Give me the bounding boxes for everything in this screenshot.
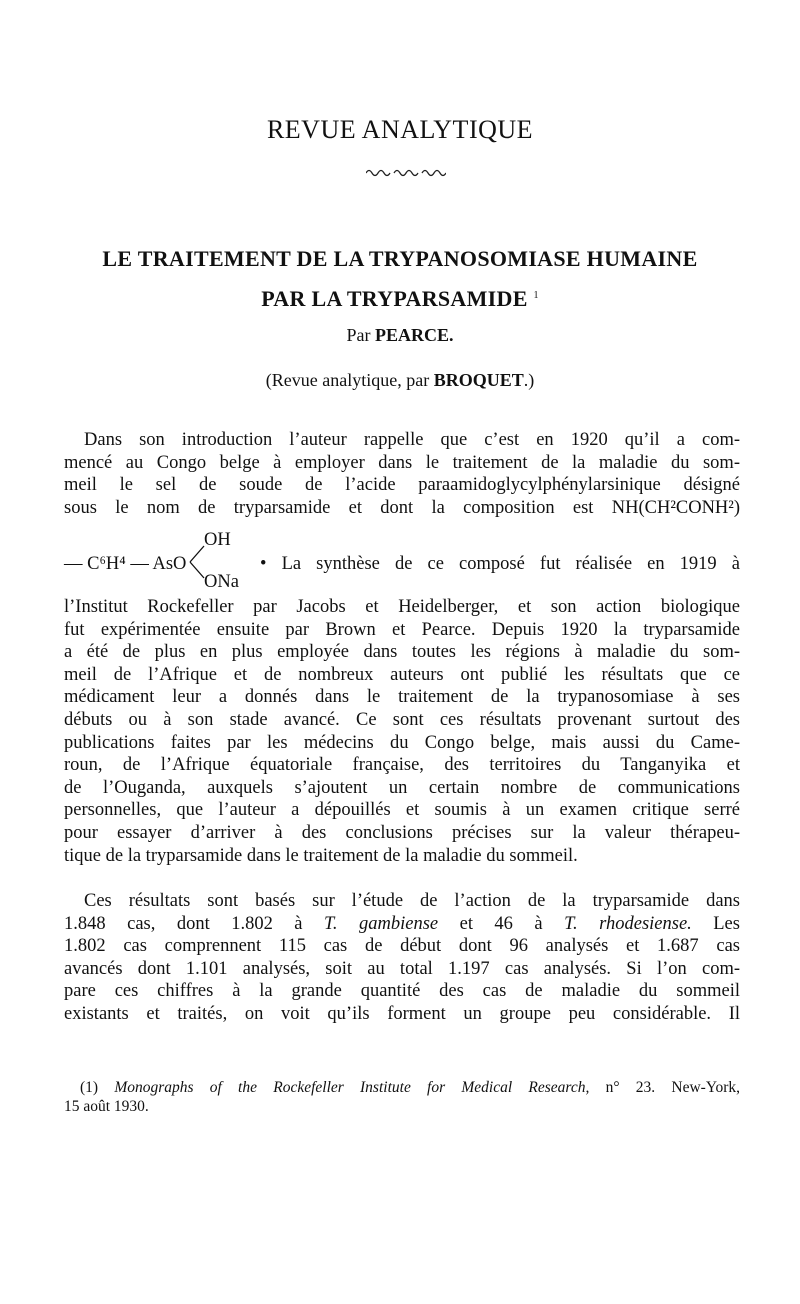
species-name: T. rhodesiense. <box>564 913 692 934</box>
text-run: et 46 à <box>438 913 565 934</box>
paragraph-2-line: médicament leur a donnés dans le traitement de la trypanosomiase à ses <box>64 687 740 708</box>
paragraph-1-line: meil le sel de soude de l’acide paraamidoglycylphénylarsinique désigné <box>64 475 740 496</box>
footnote-source: Monographs of the Rockefeller Institute for Medical Research, <box>114 1079 590 1096</box>
paragraph-2-line: de l’Ouganda, auxquels s’ajoutent un certain nombre de communications <box>64 777 740 798</box>
article-title <box>60 240 740 317</box>
article-title-line-2 <box>60 277 740 317</box>
paragraph-2-line: publications faites par les médecins du Congo belge, mais aussi du Came- <box>64 732 740 753</box>
paragraph-2-line: fut expérimentée ensuite par Brown et Pearce. Depuis 1920 la tryparsamide <box>64 619 740 640</box>
paragraph-2-line: meil de l’Afrique et de nombreux auteurs ont publié les résultats que ce <box>64 664 740 685</box>
footnote-number: (1) <box>80 1079 99 1096</box>
paragraph-3-line: avancés dont 1.101 analysés, soit au total 1.197 cas analysés. Si l’on com- <box>64 958 740 979</box>
paragraph-3-line: pare ces chiffres à la grande quantité des cas de maladie du sommeil <box>64 981 740 1002</box>
footnote-line-2: 15 août 1930. <box>64 1098 149 1115</box>
paragraph-1-line: mencé au Congo belge à employer dans le traitement de la maladie du som- <box>64 452 740 473</box>
paragraph-3 <box>64 890 740 1026</box>
paragraph-3-line: Ces résultats sont basés sur l’étude de l’action de la tryparsamide dans <box>84 891 740 911</box>
footnote <box>64 1078 740 1116</box>
author-prefix: Par <box>346 325 371 345</box>
paragraph-2-line: débuts ou à son stade avancé. Ce sont ces résultats provenant surtout des <box>64 709 740 730</box>
reviewer-name: BROQUET <box>433 370 524 390</box>
article-title-line-2-text: PAR LA TRYPARSAMIDE <box>261 286 528 311</box>
paragraph-1-line: Dans son introduction l’auteur rappelle que c’est en 1920 qu’il a com- <box>84 430 740 450</box>
author-line <box>0 325 800 346</box>
species-name: T. gambiense <box>323 913 439 934</box>
formula-ona: ONa <box>204 572 239 592</box>
paragraph-2-line: pour essayer d’arriver à des conclusions précises sur la valeur thérapeu- <box>64 822 740 843</box>
text-run: 1.848 cas, dont 1.802 à <box>64 913 324 934</box>
paragraph-2-line: roun, de l’Afrique équatoriale française, des territoires du Tanganyika et <box>64 755 740 776</box>
paragraph-2-line: personnelles, que l’auteur a dépouillés et soumis à un examen critique serré <box>64 800 740 821</box>
paragraph-3-line: 1.802 cas comprennent 115 cas de début dont 96 analysés et 1.687 cas <box>64 936 740 957</box>
paragraph-1 <box>64 429 740 519</box>
paragraph-2-line: a été de plus en plus employée dans toutes les régions à maladie du som- <box>64 642 740 663</box>
paragraph-2 <box>64 596 740 867</box>
footnote-marker[interactable]: 1 <box>533 290 539 301</box>
reviewer-prefix: (Revue analytique, par <box>265 370 430 390</box>
paragraph-2-line: l’Institut Rockefeller par Jacobs et Heidelberger, et son action biologique <box>64 597 740 617</box>
chemical-formula <box>64 530 740 592</box>
paragraph-1-line: sous le nom de tryparsamide et dont la composition est NH(CH²CONH²) <box>64 497 740 518</box>
section-title: REVUE ANALYTIQUE <box>266 115 534 144</box>
footnote-issue: n° 23. New-York, <box>589 1079 741 1096</box>
author-name: PEARCE. <box>374 325 454 345</box>
paragraph-3-line <box>64 913 740 936</box>
paragraph-2-line: tique de la tryparsamide dans le traitement de la maladie du sommeil. <box>64 845 578 866</box>
formula-oh: OH <box>204 530 231 550</box>
formula-left: — C⁶H⁴ — AsO <box>64 554 187 574</box>
text-run: Les <box>691 913 740 934</box>
paragraph-3-line: existants et traités, on voit qu’ils forment un groupe peu considérable. Il <box>64 1003 740 1024</box>
wavy-ornament-icon <box>366 165 446 177</box>
reviewer-suffix: .) <box>523 370 535 390</box>
footnote-line-1 <box>64 1078 740 1097</box>
article-title-line-1: LE TRAITEMENT DE LA TRYPANOSOMIASE HUMAINE <box>102 246 698 271</box>
formula-right-text: • La synthèse de ce composé fut réalisée en 1919 à <box>260 554 740 574</box>
reviewer-line <box>0 370 800 391</box>
